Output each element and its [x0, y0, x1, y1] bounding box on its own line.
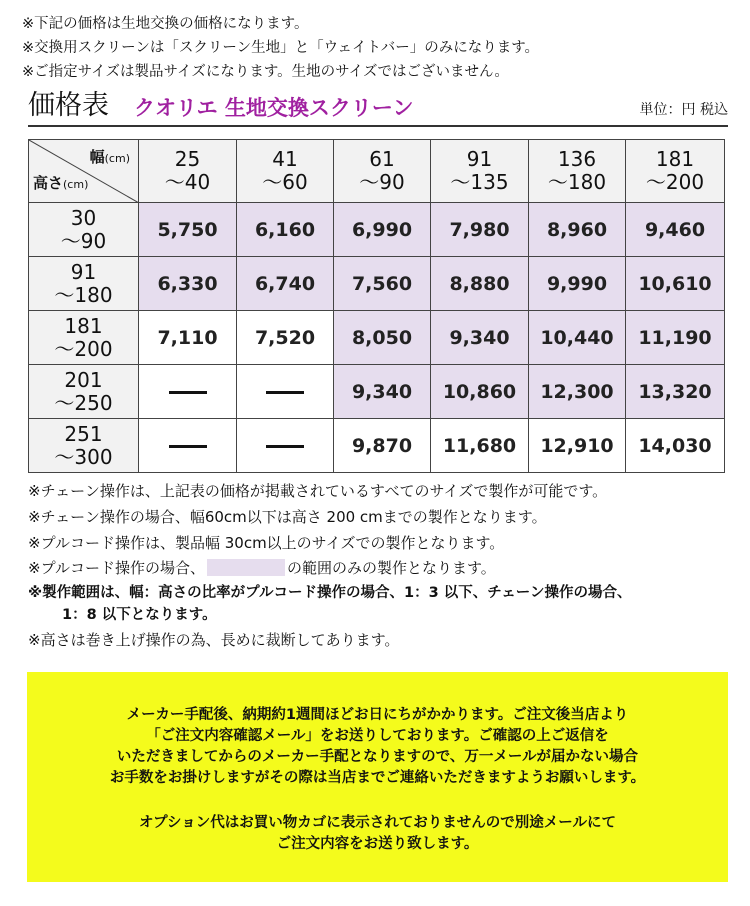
table-row	[29, 203, 725, 257]
table-corner-cell	[29, 140, 139, 203]
price-cell-unavailable	[139, 419, 237, 473]
row-header-height: 30 ～90	[29, 203, 139, 257]
price-cell: 8,880	[431, 257, 529, 311]
price-cell: 6,740	[237, 257, 334, 311]
option-notice-line: オプション代はお買い物カゴに表示されておりませんので別途メールにて	[139, 815, 616, 831]
notice-line: いただきましてからのメーカー手配となりますので、万一メールが届かない場合	[116, 749, 639, 765]
price-cell: 8,050	[334, 311, 431, 365]
price-cell: 12,910	[529, 419, 626, 473]
product-name: クオリエ 生地交換スクリーン	[134, 96, 414, 120]
top-note-2: ※交換用スクリーンは「スクリーン生地」と「ウェイトバー」のみになります。	[22, 40, 540, 56]
notice-line: 「ご注文内容確認メール」をお送りしております。ご確認の上ご返信を	[146, 728, 609, 744]
col-header-width: 181 ～200	[626, 140, 725, 203]
price-table	[28, 139, 725, 473]
price-cell: 8,960	[529, 203, 626, 257]
corner-height-label: 高さ(cm)	[33, 174, 89, 192]
price-cell: 9,990	[529, 257, 626, 311]
unavailable-dash	[266, 445, 304, 448]
price-cell: 7,560	[334, 257, 431, 311]
table-row	[29, 257, 725, 311]
unavailable-dash	[266, 391, 304, 394]
price-cell: 6,990	[334, 203, 431, 257]
table-row	[29, 419, 725, 473]
option-notice-line: ご注文内容をお送り致します。	[276, 836, 479, 852]
price-cell-unavailable	[237, 365, 334, 419]
price-cell-unavailable	[139, 365, 237, 419]
price-cell: 10,610	[626, 257, 725, 311]
price-cell: 10,440	[529, 311, 626, 365]
price-cell: 9,870	[334, 419, 431, 473]
note-ratio-line1: ※製作範囲は、幅：高さの比率がプルコード操作の場合、1：3 以下、チェーン操作の場合、	[28, 585, 632, 601]
row-header-height: 201 ～250	[29, 365, 139, 419]
price-cell: 14,030	[626, 419, 725, 473]
price-cell-unavailable	[237, 419, 334, 473]
price-cell: 9,340	[334, 365, 431, 419]
col-header-width: 25 ～40	[139, 140, 237, 203]
table-row	[29, 311, 725, 365]
row-header-height: 251 ～300	[29, 419, 139, 473]
price-cell: 12,300	[529, 365, 626, 419]
pullcord-range-swatch	[207, 559, 285, 576]
title-divider	[28, 125, 728, 127]
notice-line: お手数をお掛けしますがその際は当店までご連絡いただきますようお願いします。	[109, 770, 646, 786]
note-chain-limit: ※チェーン操作の場合、幅60cm以下は高さ 200 cmまでの製作となります。	[28, 508, 547, 526]
price-cell: 7,980	[431, 203, 529, 257]
col-header-width: 41 ～60	[237, 140, 334, 203]
note-chain-all-sizes: ※チェーン操作は、上記表の価格が掲載されているすべてのサイズで製作が可能です。	[28, 482, 608, 500]
page-title: 価格表	[28, 90, 109, 121]
price-cell: 9,460	[626, 203, 725, 257]
corner-width-label: 幅(cm)	[89, 148, 130, 166]
price-cell: 6,160	[237, 203, 334, 257]
col-header-width: 91 ～135	[431, 140, 529, 203]
row-header-height: 91 ～180	[29, 257, 139, 311]
price-cell: 7,520	[237, 311, 334, 365]
price-cell: 11,680	[431, 419, 529, 473]
price-cell: 11,190	[626, 311, 725, 365]
notice-line: メーカー手配後、納期約1週間ほどお日にちがかかります。ご注文後当店より	[126, 707, 629, 723]
delivery-notice-box	[27, 672, 728, 882]
note-pullcord-range: ※プルコード操作の場合、 の範囲のみの製作となります。	[28, 559, 496, 577]
top-note-3: ※ご指定サイズは製品サイズになります。生地のサイズではございません。	[22, 64, 509, 80]
top-note-1: ※下記の価格は生地交換の価格になります。	[22, 16, 309, 32]
price-cell: 7,110	[139, 311, 237, 365]
price-cell: 5,750	[139, 203, 237, 257]
table-row	[29, 365, 725, 419]
unavailable-dash	[169, 445, 207, 448]
price-table-title-row	[28, 88, 728, 126]
price-cell: 13,320	[626, 365, 725, 419]
note-ratio-line2: 1：8 以下となります。	[62, 607, 217, 623]
unavailable-dash	[169, 391, 207, 394]
table-header-row	[29, 140, 725, 203]
price-cell: 10,860	[431, 365, 529, 419]
row-header-height: 181 ～200	[29, 311, 139, 365]
price-cell: 6,330	[139, 257, 237, 311]
col-header-width: 61 ～90	[334, 140, 431, 203]
note-height-cut: ※高さは巻き上げ操作の為、長めに裁断してあります。	[28, 631, 400, 649]
note-pullcord-width: ※プルコード操作は、製品幅 30cm以上のサイズでの製作となります。	[28, 534, 505, 552]
price-cell: 9,340	[431, 311, 529, 365]
unit-label: 単位：円 税込	[639, 102, 728, 118]
col-header-width: 136 ～180	[529, 140, 626, 203]
